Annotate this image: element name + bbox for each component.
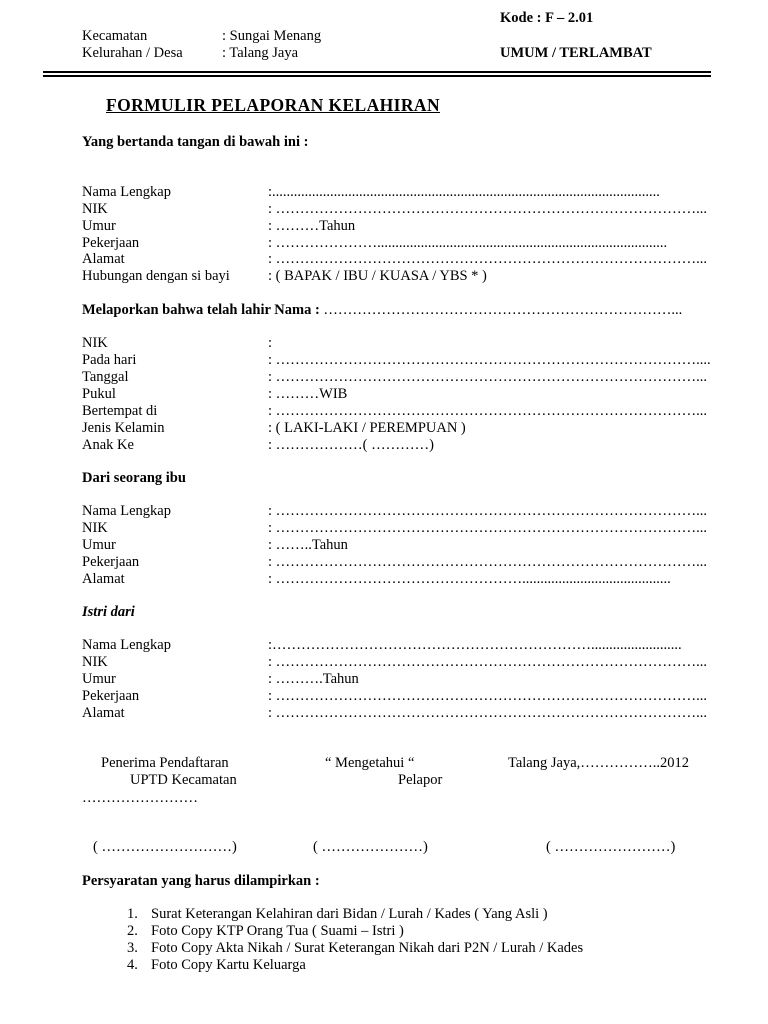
field-label: Alamat [82,705,125,721]
field-label: Pekerjaan [82,688,140,704]
list-text: Foto Copy KTP Orang Tua ( Suami – Istri ) [151,923,404,939]
field-label: Pekerjaan [82,235,140,251]
list-number: 1. [127,906,138,922]
field-label: Pada hari [82,352,137,368]
field-label: NIK [82,335,108,351]
field-value: : ……………………………………………………………………………... [268,520,708,536]
field-label: Nama Lengkap [82,503,171,519]
field-label: NIK [82,520,108,536]
field-value: : ………WIB [268,386,348,402]
field-label: Anak Ke [82,437,134,453]
field-value: :........................................................................................................... [268,184,660,200]
field-label: Pukul [82,386,116,402]
field-label: NIK [82,654,108,670]
field-value: : ……………………………………………......................................... [268,571,671,587]
field-label: Umur [82,537,116,553]
field-value: : ……………………………………………………………………………... [268,403,708,419]
kelurahan-value: : Talang Jaya [222,45,299,61]
mother-heading: Dari seorang ibu [82,470,186,486]
field-value: : ……………………………………………………………………………... [268,688,708,704]
field-value: : ……………………………………………………………………………... [268,654,708,670]
field-value: : ……………………………………………………………………………... [268,705,708,721]
field-value: : ( BAPAK / IBU / KUASA / YBS * ) [268,268,487,284]
receiver-title: Penerima Pendaftaran [101,755,229,771]
header-divider-top [43,71,711,73]
field-label: Umur [82,218,116,234]
field-label: Alamat [82,251,125,267]
field-value: : ………………( …………) [268,437,434,453]
wife-of-heading: Istri dari [82,604,135,620]
field-label: Alamat [82,571,125,587]
list-text: Foto Copy Akta Nikah / Surat Keterangan Nikah dari P2N / Lurah / Kades [151,940,584,956]
field-value: : ……………………………………………………………………………... [268,251,708,267]
field-label: NIK [82,201,108,217]
list-item [127,957,306,974]
requirements-heading: Persyaratan yang harus dilampirkan : [82,873,320,889]
field-label: Nama Lengkap [82,184,171,200]
receiver-office: UPTD Kecamatan [130,772,237,788]
field-value: : …………………................................................................................ [268,235,668,251]
list-text: Surat Keterangan Kelahiran dari Bidan / Lurah / Kades ( Yang Asli ) [151,906,548,922]
field-value: : ……………………………………………………………………………... [268,369,708,385]
field-value: : …………………………………………………………………………….... [268,352,711,368]
field-label: Nama Lengkap [82,637,171,653]
receiver-dots: …………………… [82,790,198,806]
mengetahui-label: “ Mengetahui “ [325,755,415,771]
field-label: Jenis Kelamin [82,420,165,436]
list-number: 4. [127,957,138,973]
list-item [127,906,548,923]
birth-heading [82,302,682,319]
form-code: Kode : F – 2.01 [500,10,594,26]
signature-mengetahui: ( …………………) [313,839,428,855]
field-label: Pekerjaan [82,554,140,570]
header-divider-bottom [43,75,711,77]
page-title: FORMULIR PELAPORAN KELAHIRAN [106,95,440,115]
field-value: : [268,335,273,351]
intro-text: Yang bertanda tangan di bawah ini : [82,134,309,150]
list-number: 3. [127,940,138,956]
signature-reporter: ( ……………………) [546,839,676,855]
field-value: : ……………………………………………………………………………... [268,554,708,570]
kelurahan-label: Kelurahan / Desa [82,45,183,61]
field-label: Bertempat di [82,403,158,419]
list-text: Foto Copy Kartu Keluarga [151,957,306,973]
signature-receiver: ( ………………………) [93,839,237,855]
field-value: : ……………………………………………………………………………... [268,503,708,519]
field-value: : ……………………………………………………………………………... [268,201,708,217]
field-value: : ……..Tahun [268,537,348,553]
field-value: : ………Tahun [268,218,356,234]
field-value: : ……….Tahun [268,671,359,687]
form-category: UMUM / TERLAMBAT [500,45,652,61]
pelapor-label: Pelapor [398,772,443,788]
birth-heading-label: Melaporkan bahwa telah lahir Nama : [82,302,320,318]
birth-heading-dots: ………………………………………………………………... [323,302,683,318]
field-label: Tanggal [82,369,129,385]
field-label: Hubungan dengan si bayi [82,268,230,284]
field-value: : ( LAKI-LAKI / PEREMPUAN ) [268,420,466,436]
place-date: Talang Jaya,……………..2012 [508,755,690,771]
kecamatan-value: : Sungai Menang [222,28,322,44]
kecamatan-label: Kecamatan [82,28,148,44]
field-label: Umur [82,671,116,687]
list-item [127,940,583,957]
list-item [127,923,404,940]
list-number: 2. [127,923,138,939]
field-value: :…………………………………………………………......................... [268,637,682,653]
